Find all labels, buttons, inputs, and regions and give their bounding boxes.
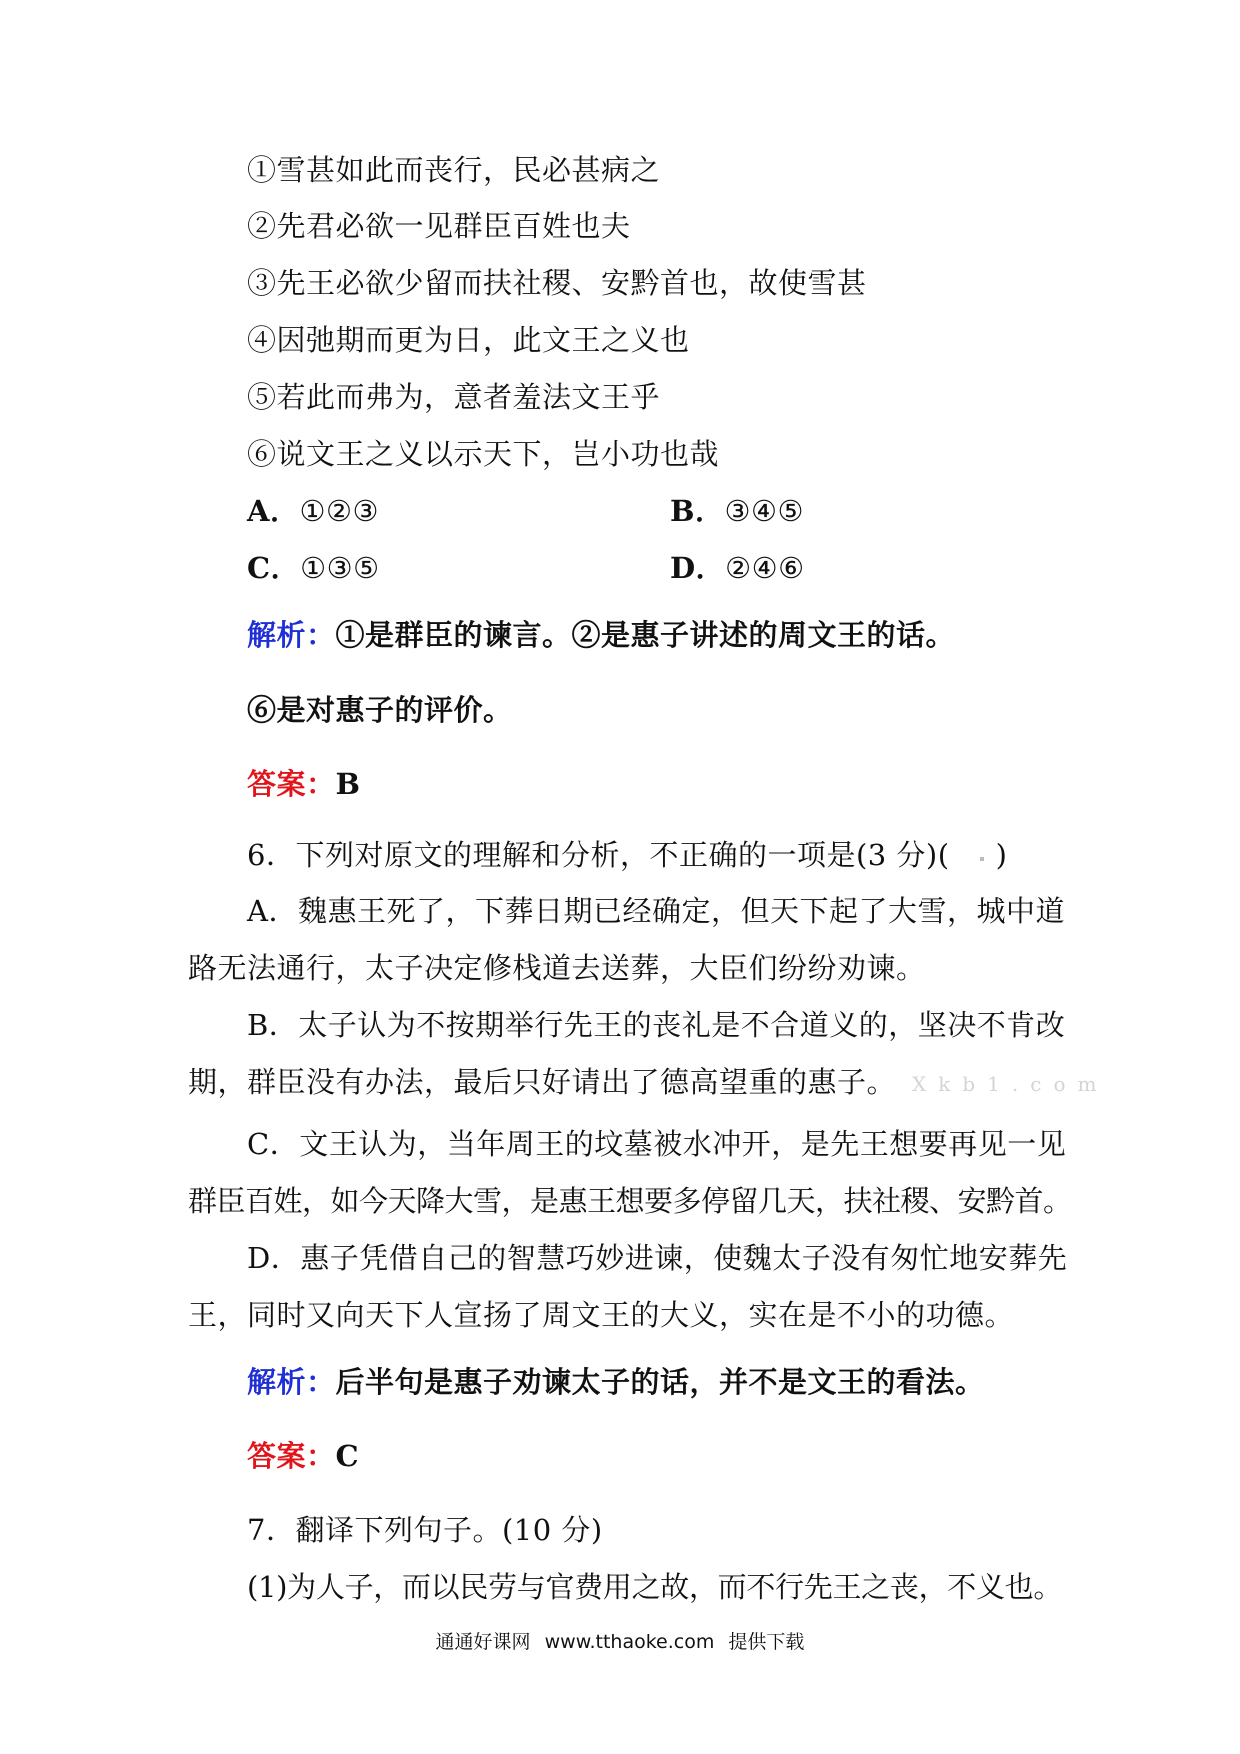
q5-option-a [247,491,379,531]
option-letter: C． [247,551,301,585]
q6-option-d-line-1: D．惠子凭借自己的智慧巧妙进谏，使魏太子没有匆忙地安葬先 [247,1241,1068,1275]
watermark: Xkb1.com [912,1072,1109,1096]
q5-option-b [670,491,804,531]
answer-label: 答案： [247,767,336,801]
answer-value: C [335,1439,360,1473]
q5-answer [247,764,361,804]
statement-1: ①雪甚如此而丧行，民必甚病之 [247,153,661,187]
option-letter: B． [670,494,725,528]
analysis-label: 解析： [247,1365,336,1399]
q7-stem: 7．翻译下列句子。(10 分) [247,1513,603,1547]
footer-url[interactable]: www.tthaoke.com [544,1631,715,1653]
q6-option-a-line-2: 路无法通行，太子决定修栈道去送葬，大臣们纷纷劝谏。 [188,951,926,985]
statement-5: ⑤若此而弗为，意者羞法文王乎 [247,380,661,414]
q7-item-1: (1)为人子，而以民劳与官费用之故，而不行先王之丧，不义也。 [247,1570,1063,1604]
analysis-label: 解析： [247,618,336,652]
analysis-text: ①是群臣的谏言。②是惠子讲述的周文王的话。 [335,618,956,652]
q6-option-c-line-2: 群臣百姓，如今天降大雪，是惠王想要多停留几天，扶社稷、安黔首。 [188,1184,1072,1218]
option-value: ①③⑤ [300,551,380,585]
option-letter: A． [247,494,300,528]
page-footer [0,1628,1240,1656]
q5-option-d [670,548,805,588]
q6-stem-text: 6．下列对原文的理解和分析，不正确的一项是(3 分)( [247,838,950,872]
q6-stem-close: ) [995,838,1008,872]
footer-suffix: 提供下载 [728,1631,805,1653]
q5-analysis-line-1 [247,615,955,655]
q6-answer [247,1436,359,1476]
q6-option-a-line-1: A．魏惠王死了，下葬日期已经确定，但天下起了大雪，城中道 [247,894,1065,928]
q6-analysis [247,1362,985,1402]
statement-3: ③先王必欲少留而扶社稷、安黔首也，故使雪甚 [247,266,867,300]
footer-site-name: 通通好课网 [435,1631,531,1653]
option-text: 期，群臣没有办法，最后只好请出了德高望重的惠子。 [188,1065,897,1099]
analysis-text: 后半句是惠子劝谏太子的话，并不是文王的看法。 [335,1365,985,1399]
statement-6: ⑥说文王之义以示天下，岂小功也哉 [247,437,720,471]
statement-2: ②先君必欲一见群臣百姓也夫 [247,209,631,243]
q6-stem [247,835,1007,875]
option-value: ①②③ [299,494,380,528]
q6-option-b-line-2 [188,1062,1108,1104]
q6-option-d-line-2: 王，同时又向天下人宣扬了周文王的大义，实在是不小的功德。 [188,1298,1015,1332]
statement-4: ④因弛期而更为日，此文王之义也 [247,323,690,357]
q5-option-c [247,548,380,588]
q6-option-c-line-1: C．文王认为，当年周王的坟墓被水冲开，是先王想要再见一见 [247,1127,1067,1161]
answer-value: B [335,767,361,801]
option-value: ②④⑥ [725,551,805,585]
q6-option-b-line-1: B．太子认为不按期举行先王的丧礼是不合道义的，坚决不肯改 [247,1008,1066,1042]
answer-blank [950,846,996,868]
option-letter: D． [670,551,726,585]
answer-label: 答案： [247,1439,336,1473]
option-value: ③④⑤ [724,494,805,528]
q5-analysis-line-2: ⑥是对惠子的评价。 [247,693,513,727]
